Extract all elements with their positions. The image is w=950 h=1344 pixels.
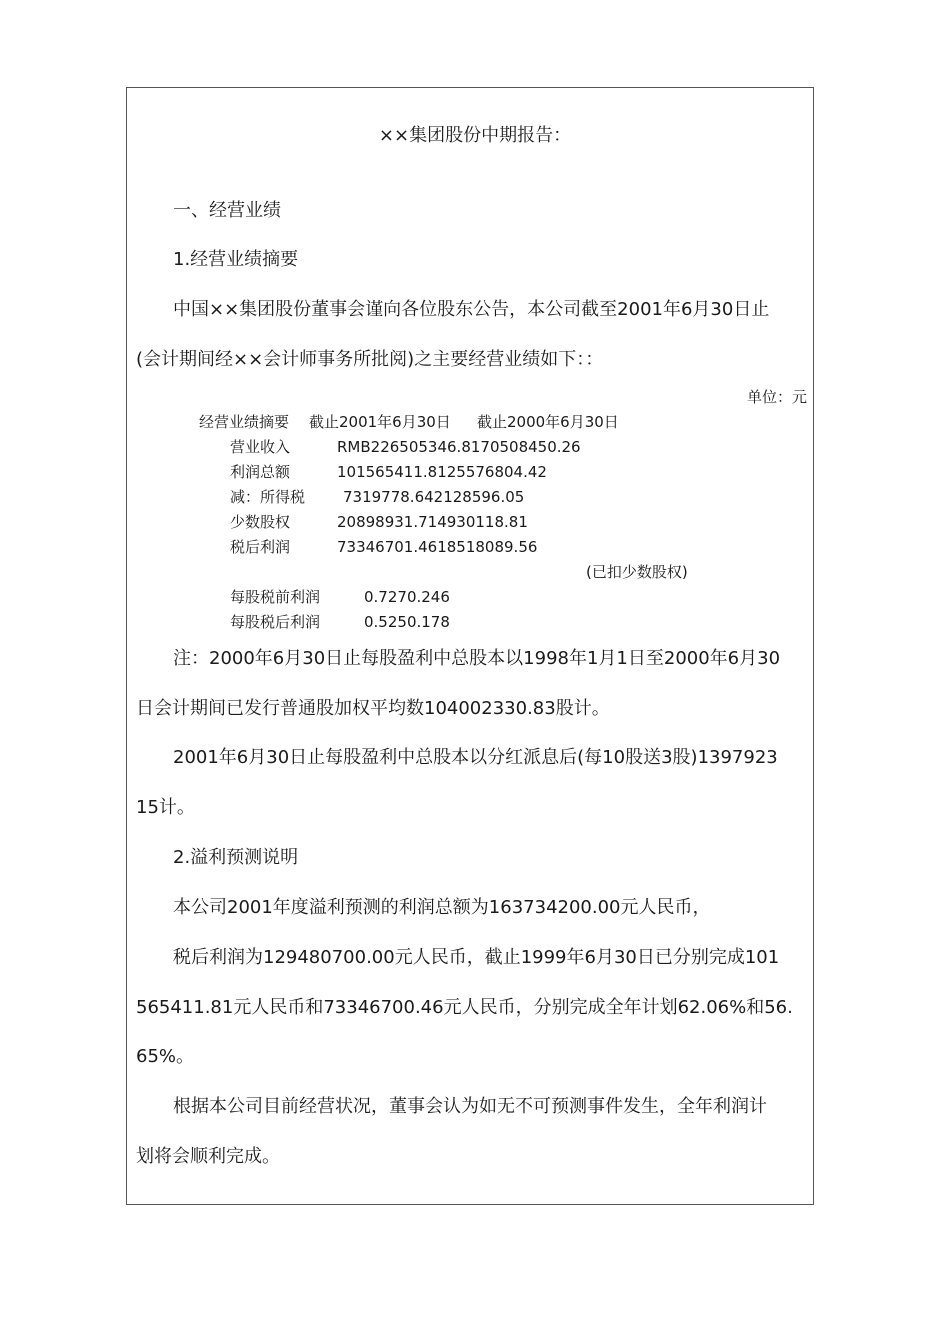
table-row-label: 营业收入 — [230, 438, 291, 456]
table-row-value: 20898931.714930118.81 — [337, 513, 528, 531]
table-header-col2: 截止2000年6月30日 — [477, 413, 619, 431]
table-row-value: RMB226505346.8170508450.26 — [337, 438, 581, 456]
intro-line-1: 中国××集团股份董事会谨向各位股东公告，本公司截至2001年6月30日止 — [173, 299, 770, 320]
table-row-value: 7319778.642128596.05 — [343, 488, 525, 506]
table-row-label: 少数股权 — [230, 513, 291, 531]
section-heading: 一、经营业绩 — [173, 200, 281, 221]
table-row-value: 73346701.4618518089.56 — [337, 538, 538, 556]
forecast-line-4: 65%。 — [136, 1046, 195, 1067]
table-note: (已扣少数股权) — [586, 563, 688, 581]
table-header-col1: 截止2001年6月30日 — [309, 413, 451, 431]
note-line-4: 15计。 — [136, 797, 195, 818]
intro-line-2: (会计期间经××会计师事务所批阅)之主要经营业绩如下：： — [136, 349, 604, 370]
eps-row-label: 每股税前利润 — [230, 588, 321, 606]
report-title: ××集团股份中期报告： — [378, 125, 572, 146]
forecast-line-6: 划将会顺利完成。 — [136, 1146, 280, 1167]
eps-row-value: 0.5250.178 — [364, 613, 450, 631]
table-header-label: 经营业绩摘要 — [199, 413, 290, 431]
note-line-3: 2001年6月30日止每股盈利中总股本以分红派息后(每10股送3股)1397923 — [173, 747, 778, 768]
forecast-line-2: 税后利润为129480700.00元人民币，截止1999年6月30日已分别完成101 — [173, 947, 780, 968]
forecast-line-5: 根据本公司目前经营状况，董事会认为如无不可预测事件发生，全年利润计 — [173, 1096, 767, 1117]
forecast-line-1: 本公司2001年度溢利预测的利润总额为163734200.00元人民币， — [173, 897, 711, 918]
subsection-heading: 2.溢利预测说明 — [173, 847, 299, 868]
table-row-label: 利润总额 — [230, 463, 291, 481]
table-row-label: 税后利润 — [230, 538, 291, 556]
table-row-value: 101565411.8125576804.42 — [337, 463, 547, 481]
note-line-1: 注：2000年6月30日止每股盈利中总股本以1998年1月1日至2000年6月30 — [173, 648, 781, 669]
forecast-line-3: 565411.81元人民币和73346700.46元人民币，分别完成全年计划62.06%和56. — [136, 997, 793, 1018]
eps-row-label: 每股税后利润 — [230, 613, 321, 631]
subsection-heading: 1.经营业绩摘要 — [173, 249, 299, 270]
unit-label: 单位：元 — [746, 388, 807, 406]
note-line-2: 日会计期间已发行普通股加权平均数104002330.83股计。 — [136, 698, 610, 719]
table-row-label: 减：所得税 — [230, 488, 306, 506]
eps-row-value: 0.7270.246 — [364, 588, 450, 606]
